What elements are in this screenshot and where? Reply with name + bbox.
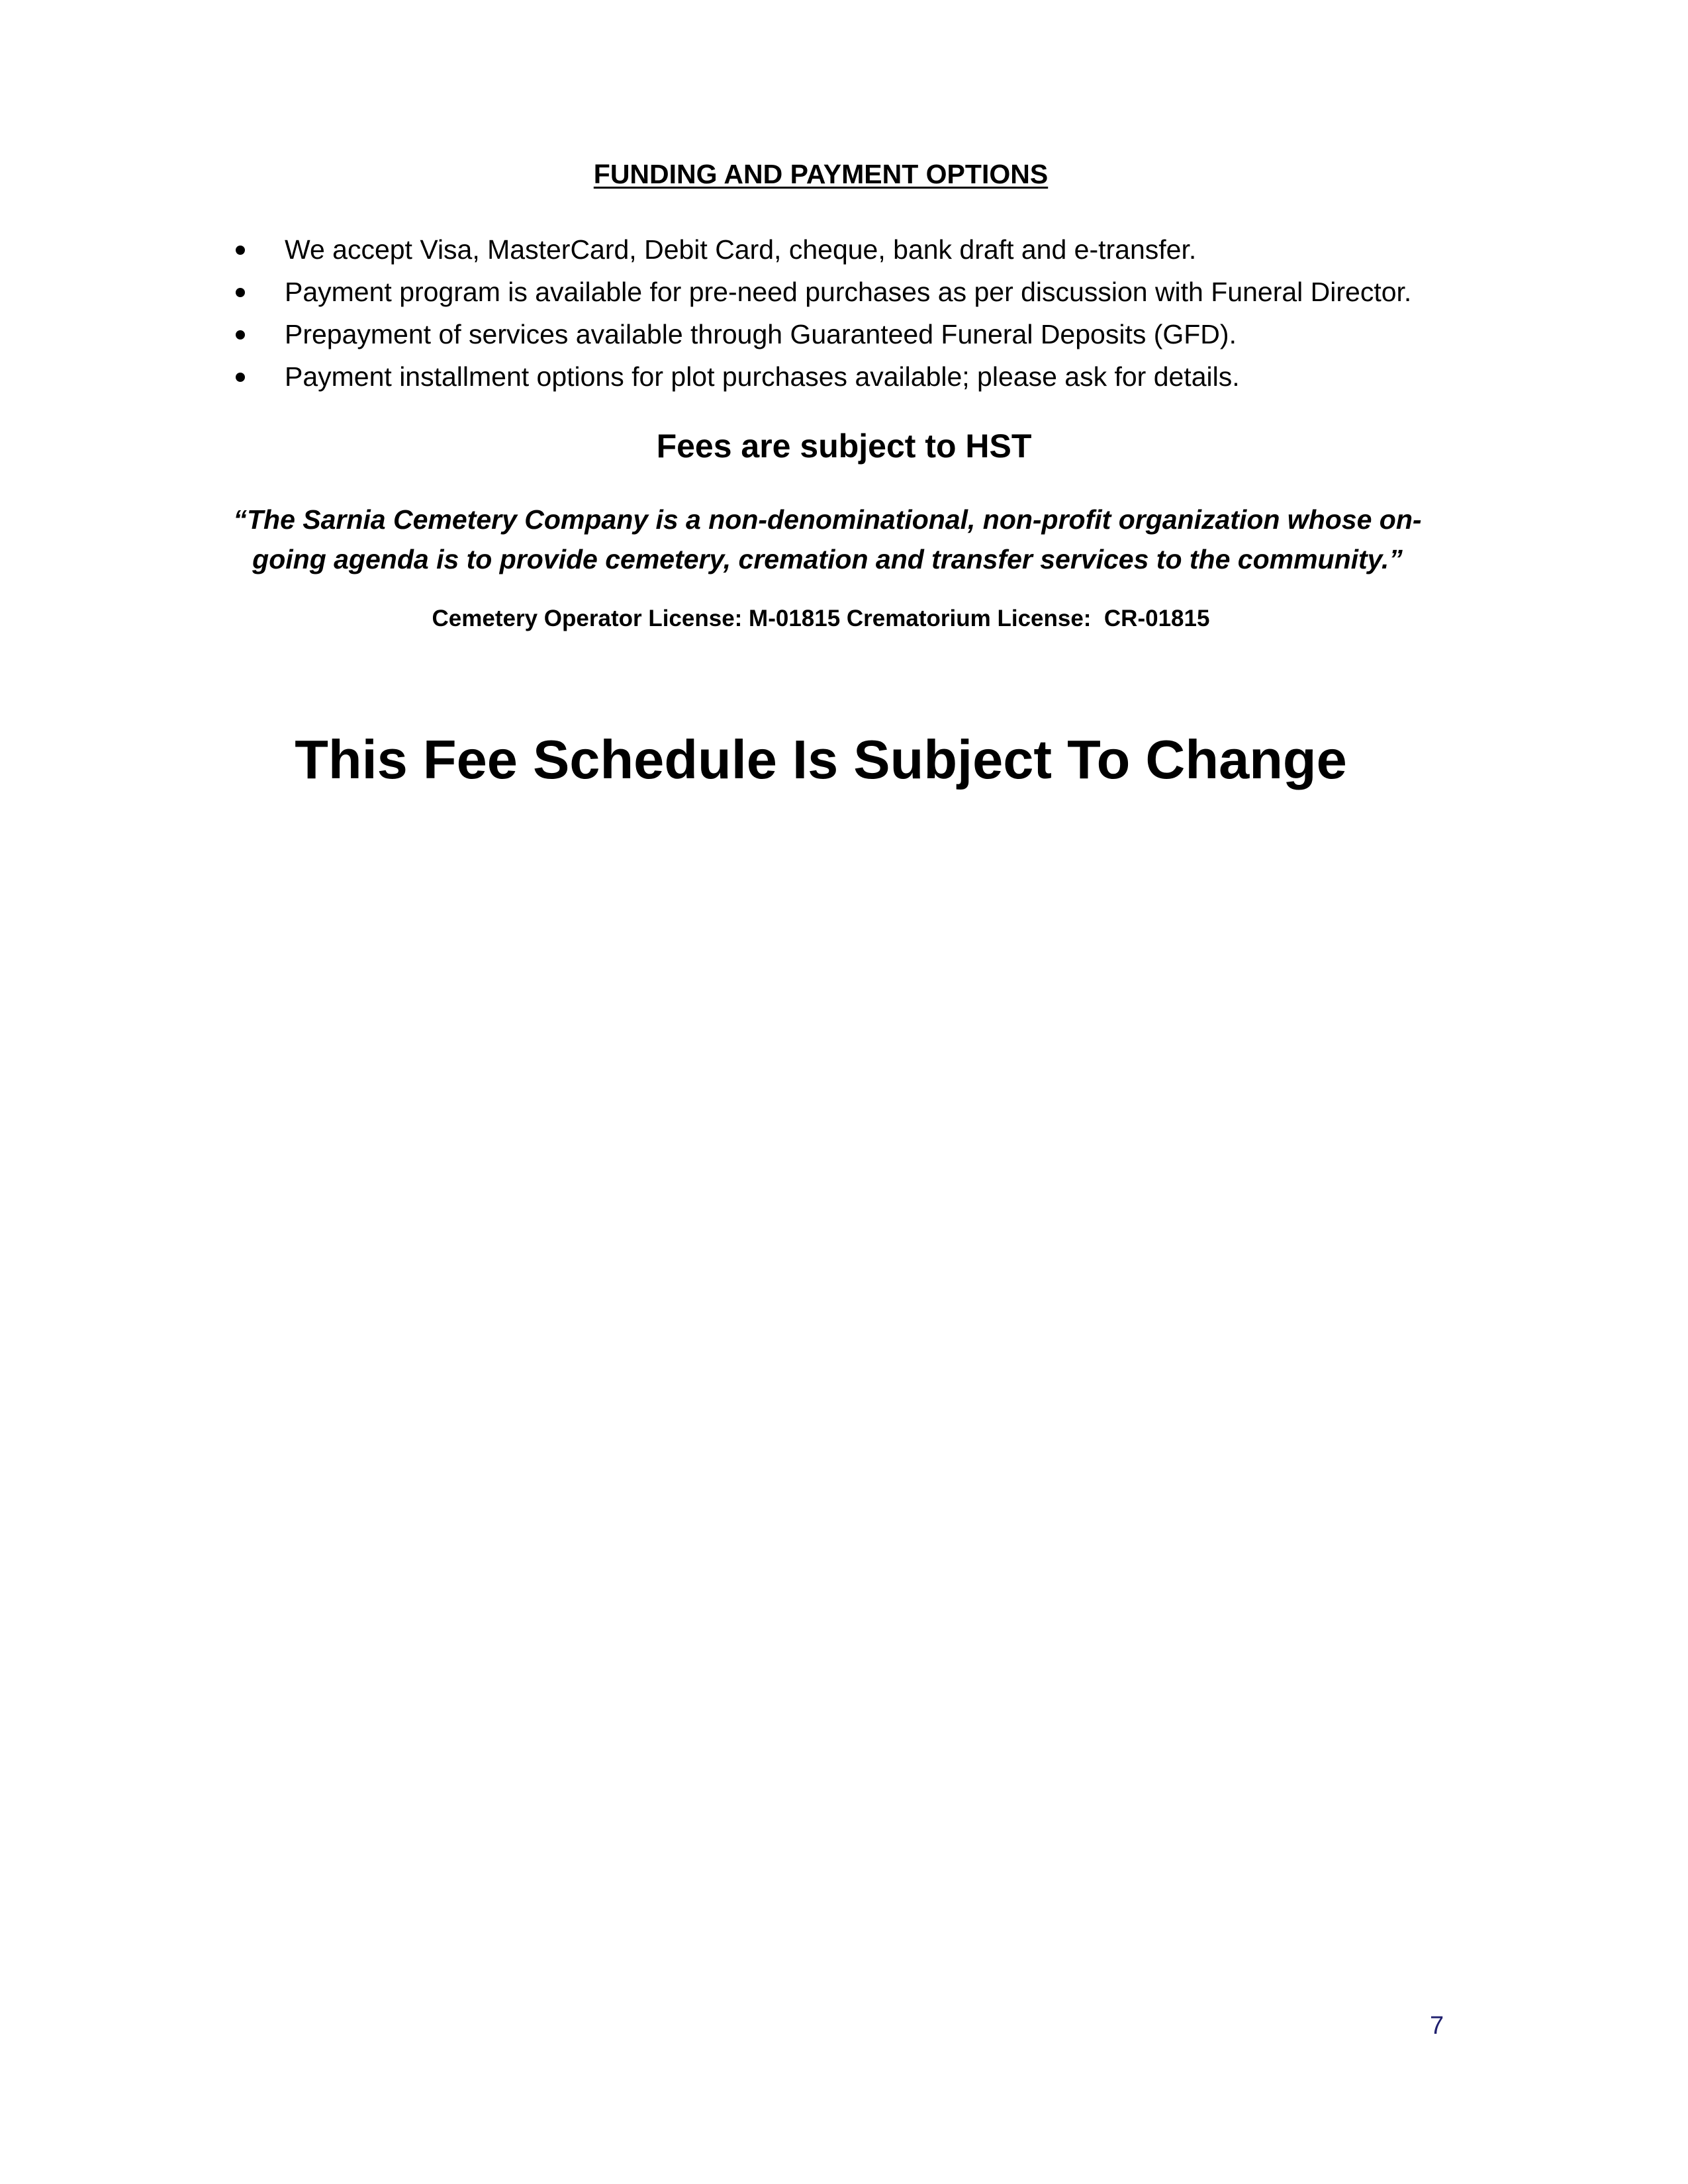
list-item-text: Payment installment options for plot purchases available; please ask for details.	[285, 361, 1240, 392]
list-item	[225, 313, 1411, 355]
list-item	[225, 355, 1411, 398]
payment-options-list	[225, 228, 1411, 398]
list-item-text: We accept Visa, MasterCard, Debit Card, cheque, bank draft and e-transfer.	[285, 234, 1197, 265]
license-line: Cemetery Operator License: M-01815 Crematorium License: CR-01815	[432, 606, 1210, 631]
section-title: FUNDING AND PAYMENT OPTIONS	[593, 159, 1049, 189]
bullet-icon	[236, 373, 245, 382]
hst-heading: Fees are subject to HST	[656, 428, 1032, 465]
mission-statement	[225, 500, 1430, 579]
page-number: 7	[1430, 2012, 1444, 2040]
list-item-text: Prepayment of services available through Guaranteed Funeral Deposits (GFD).	[285, 319, 1237, 349]
bullet-icon	[236, 246, 245, 255]
mission-line: “The Sarnia Cemetery Company is a non-denominational, non-profit organization whose on-	[233, 504, 1422, 535]
fee-change-notice: This Fee Schedule Is Subject To Change	[295, 729, 1347, 790]
list-item	[225, 228, 1411, 271]
mission-line: going agenda is to provide cemetery, cremation and transfer services to the community.”	[252, 544, 1403, 574]
list-item-text: Payment program is available for pre-need purchases as per discussion with Funeral Director.	[285, 277, 1412, 307]
bullet-icon	[236, 330, 245, 340]
list-item	[225, 271, 1411, 313]
bullet-icon	[236, 288, 245, 297]
